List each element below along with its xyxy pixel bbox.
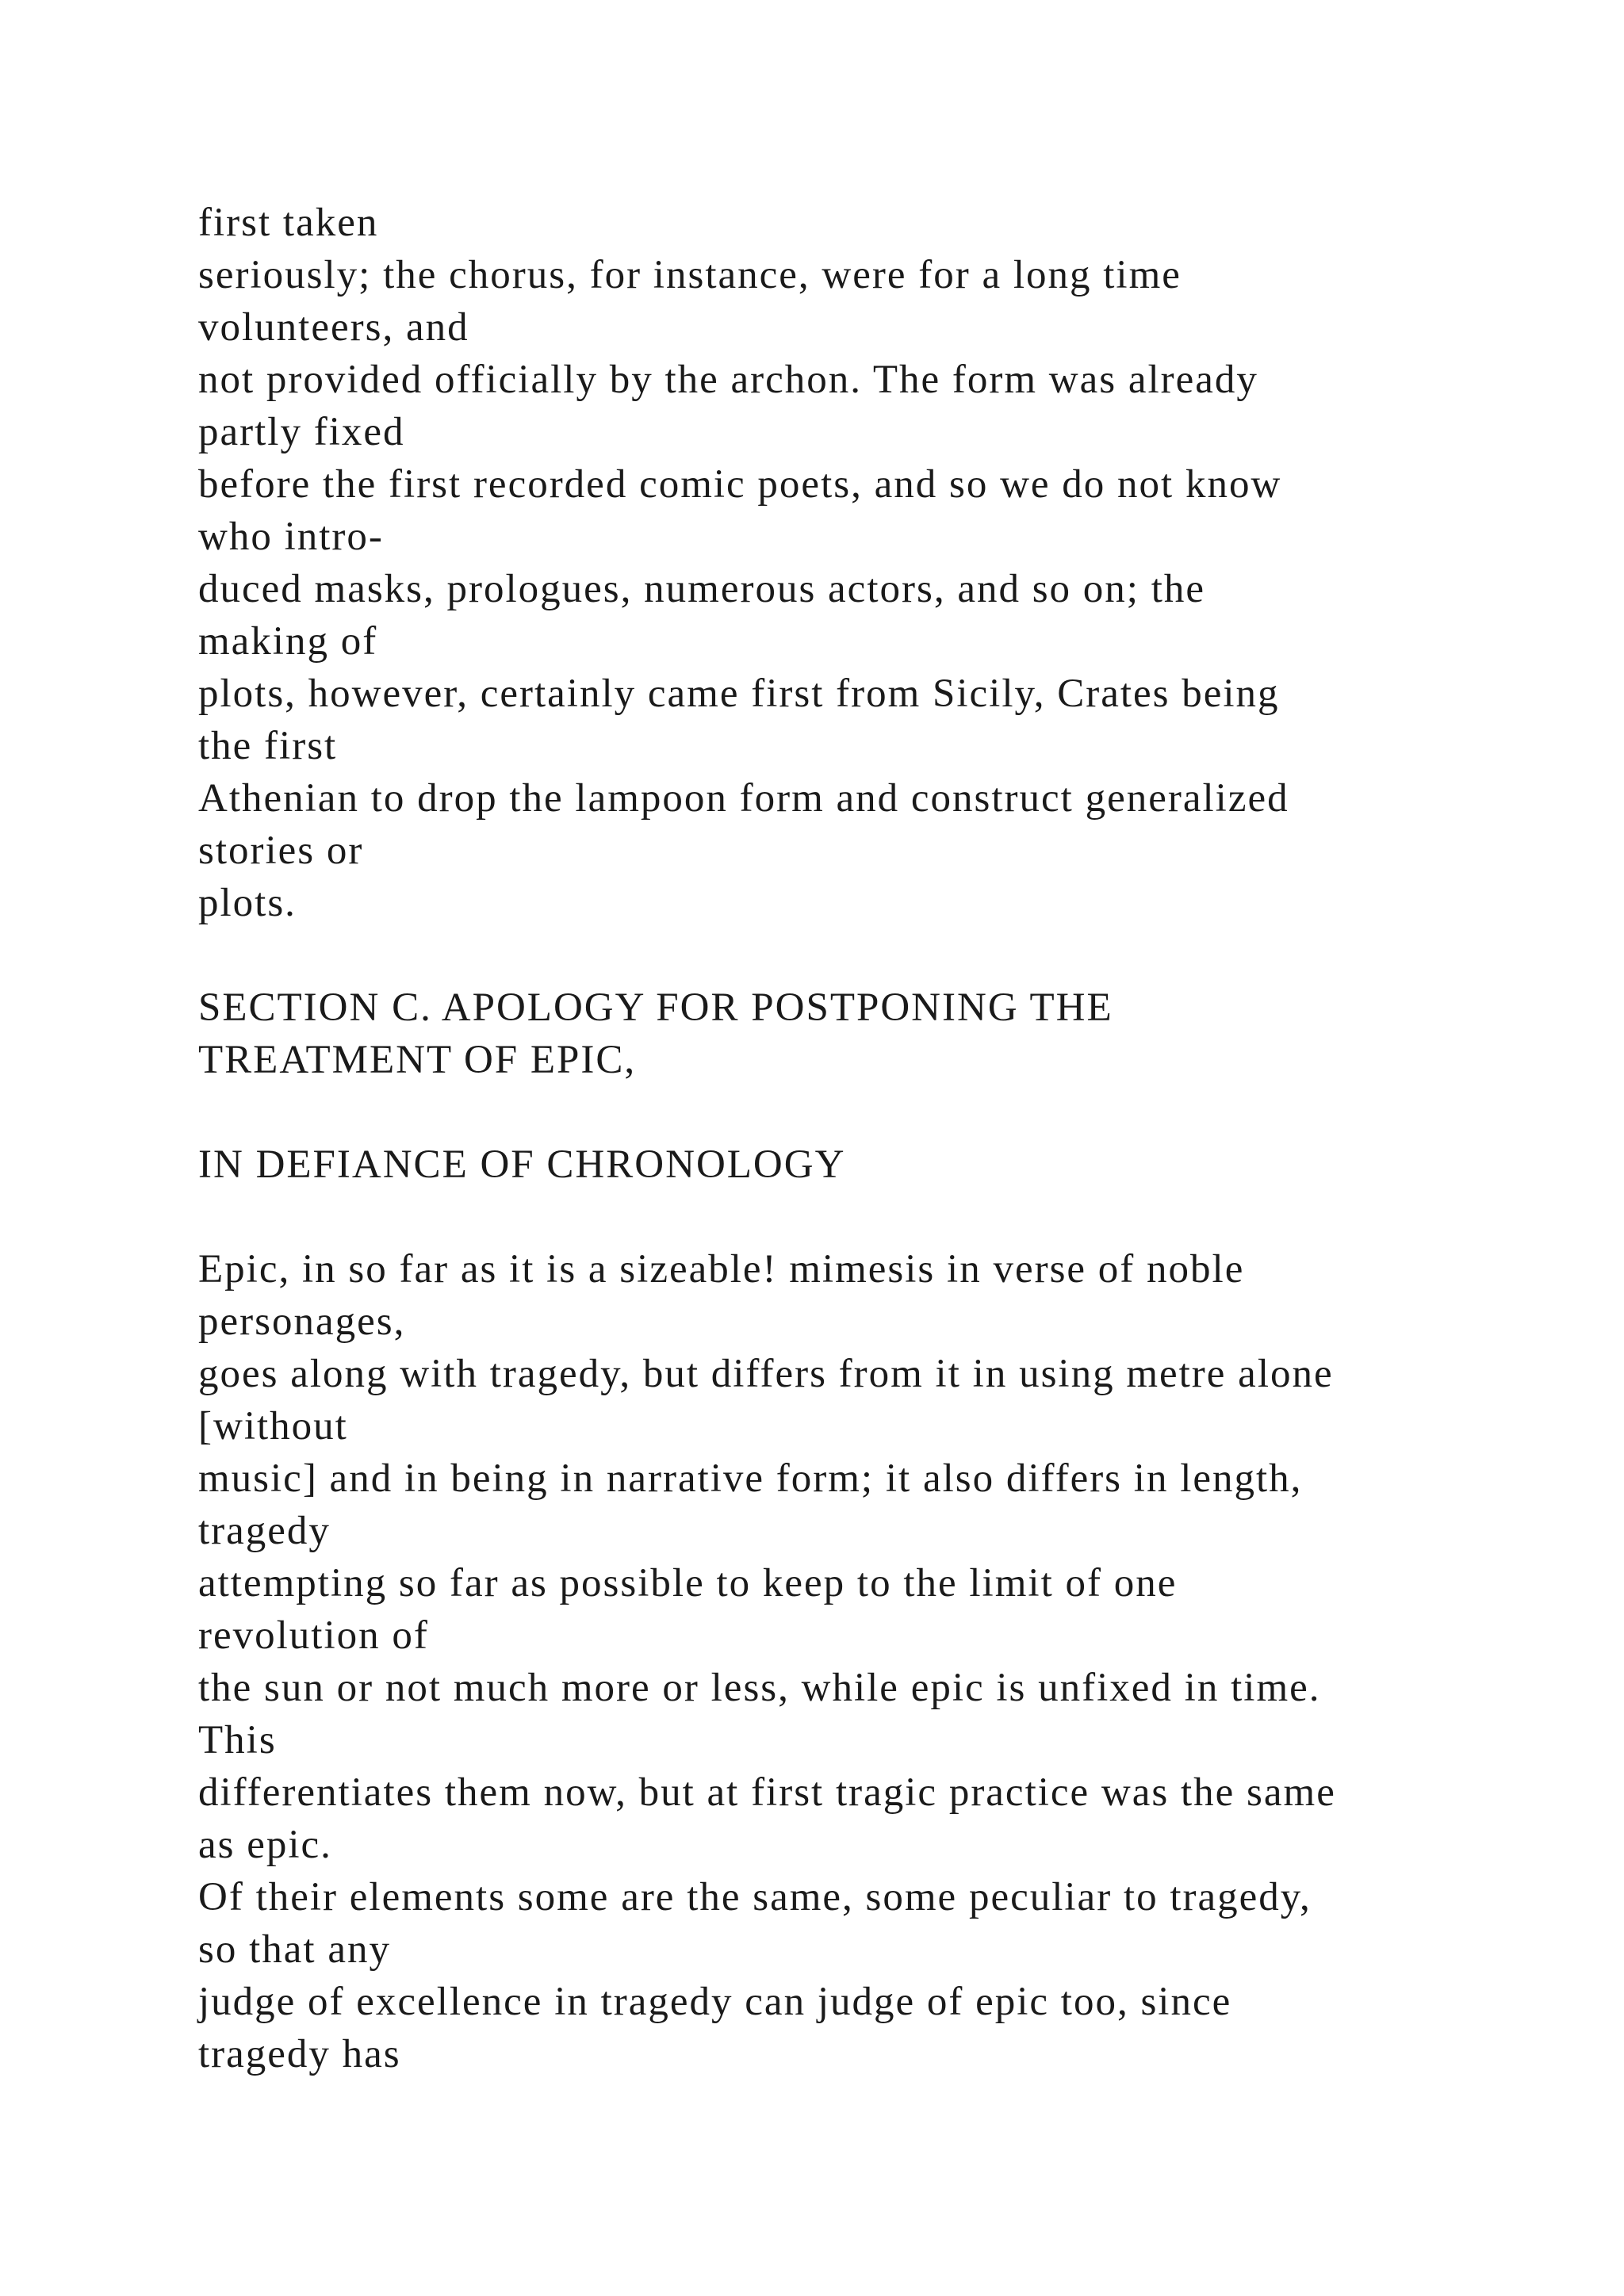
text-line: making of <box>198 619 378 664</box>
text-line: judge of excellence in tragedy can judge of epic too, since <box>198 1980 1232 2024</box>
text-line: attempting so far as possible to keep to the limit of one <box>198 1561 1178 1605</box>
text-line: personages, <box>198 1299 406 1344</box>
text-line: seriously; the chorus, for instance, were for a long time <box>198 253 1182 297</box>
text-line: [without <box>198 1404 348 1448</box>
text-line: plots, however, certainly came first from Sicily, Crates being <box>198 672 1280 716</box>
section-heading: TREATMENT OF EPIC, <box>198 1038 637 1082</box>
text-line: duced masks, prologues, numerous actors, and so on; the <box>198 567 1206 611</box>
text-line: This <box>198 1718 277 1762</box>
text-line: tragedy has <box>198 2032 401 2076</box>
text-line: before the first recorded comic poets, and so we do not know <box>198 462 1282 507</box>
text-line: so that any <box>198 1927 391 1972</box>
text-line: volunteers, and <box>198 305 469 350</box>
text-line: not provided officially by the archon. The form was already <box>198 358 1258 402</box>
text-line: Athenian to drop the lampoon form and construct generalized <box>198 776 1289 821</box>
text-line: plots. <box>198 881 297 925</box>
text-line: partly fixed <box>198 410 405 454</box>
text-line: the first <box>198 724 338 768</box>
text-line: tragedy <box>198 1509 331 1553</box>
text-line: the sun or not much more or less, while epic is unfixed in time. <box>198 1666 1321 1710</box>
text-line: stories or <box>198 828 364 873</box>
text-line: Epic, in so far as it is a sizeable! mimesis in verse of noble <box>198 1247 1245 1292</box>
section-heading: SECTION C. APOLOGY FOR POSTPONING THE <box>198 985 1113 1030</box>
text-line: Of their elements some are the same, some peculiar to tragedy, <box>198 1875 1312 1919</box>
text-line: who intro- <box>198 515 384 559</box>
text-line: as epic. <box>198 1823 332 1867</box>
text-line: music] and in being in narrative form; it also differs in length, <box>198 1456 1303 1501</box>
text-line: goes along with tragedy, but differs from it in using metre alone <box>198 1352 1334 1396</box>
section-subheading: IN DEFIANCE OF CHRONOLOGY <box>198 1142 846 1187</box>
text-line: differentiates them now, but at first tragic practice was the same <box>198 1770 1336 1815</box>
text-line: revolution of <box>198 1613 429 1658</box>
text-line: first taken <box>198 201 379 245</box>
